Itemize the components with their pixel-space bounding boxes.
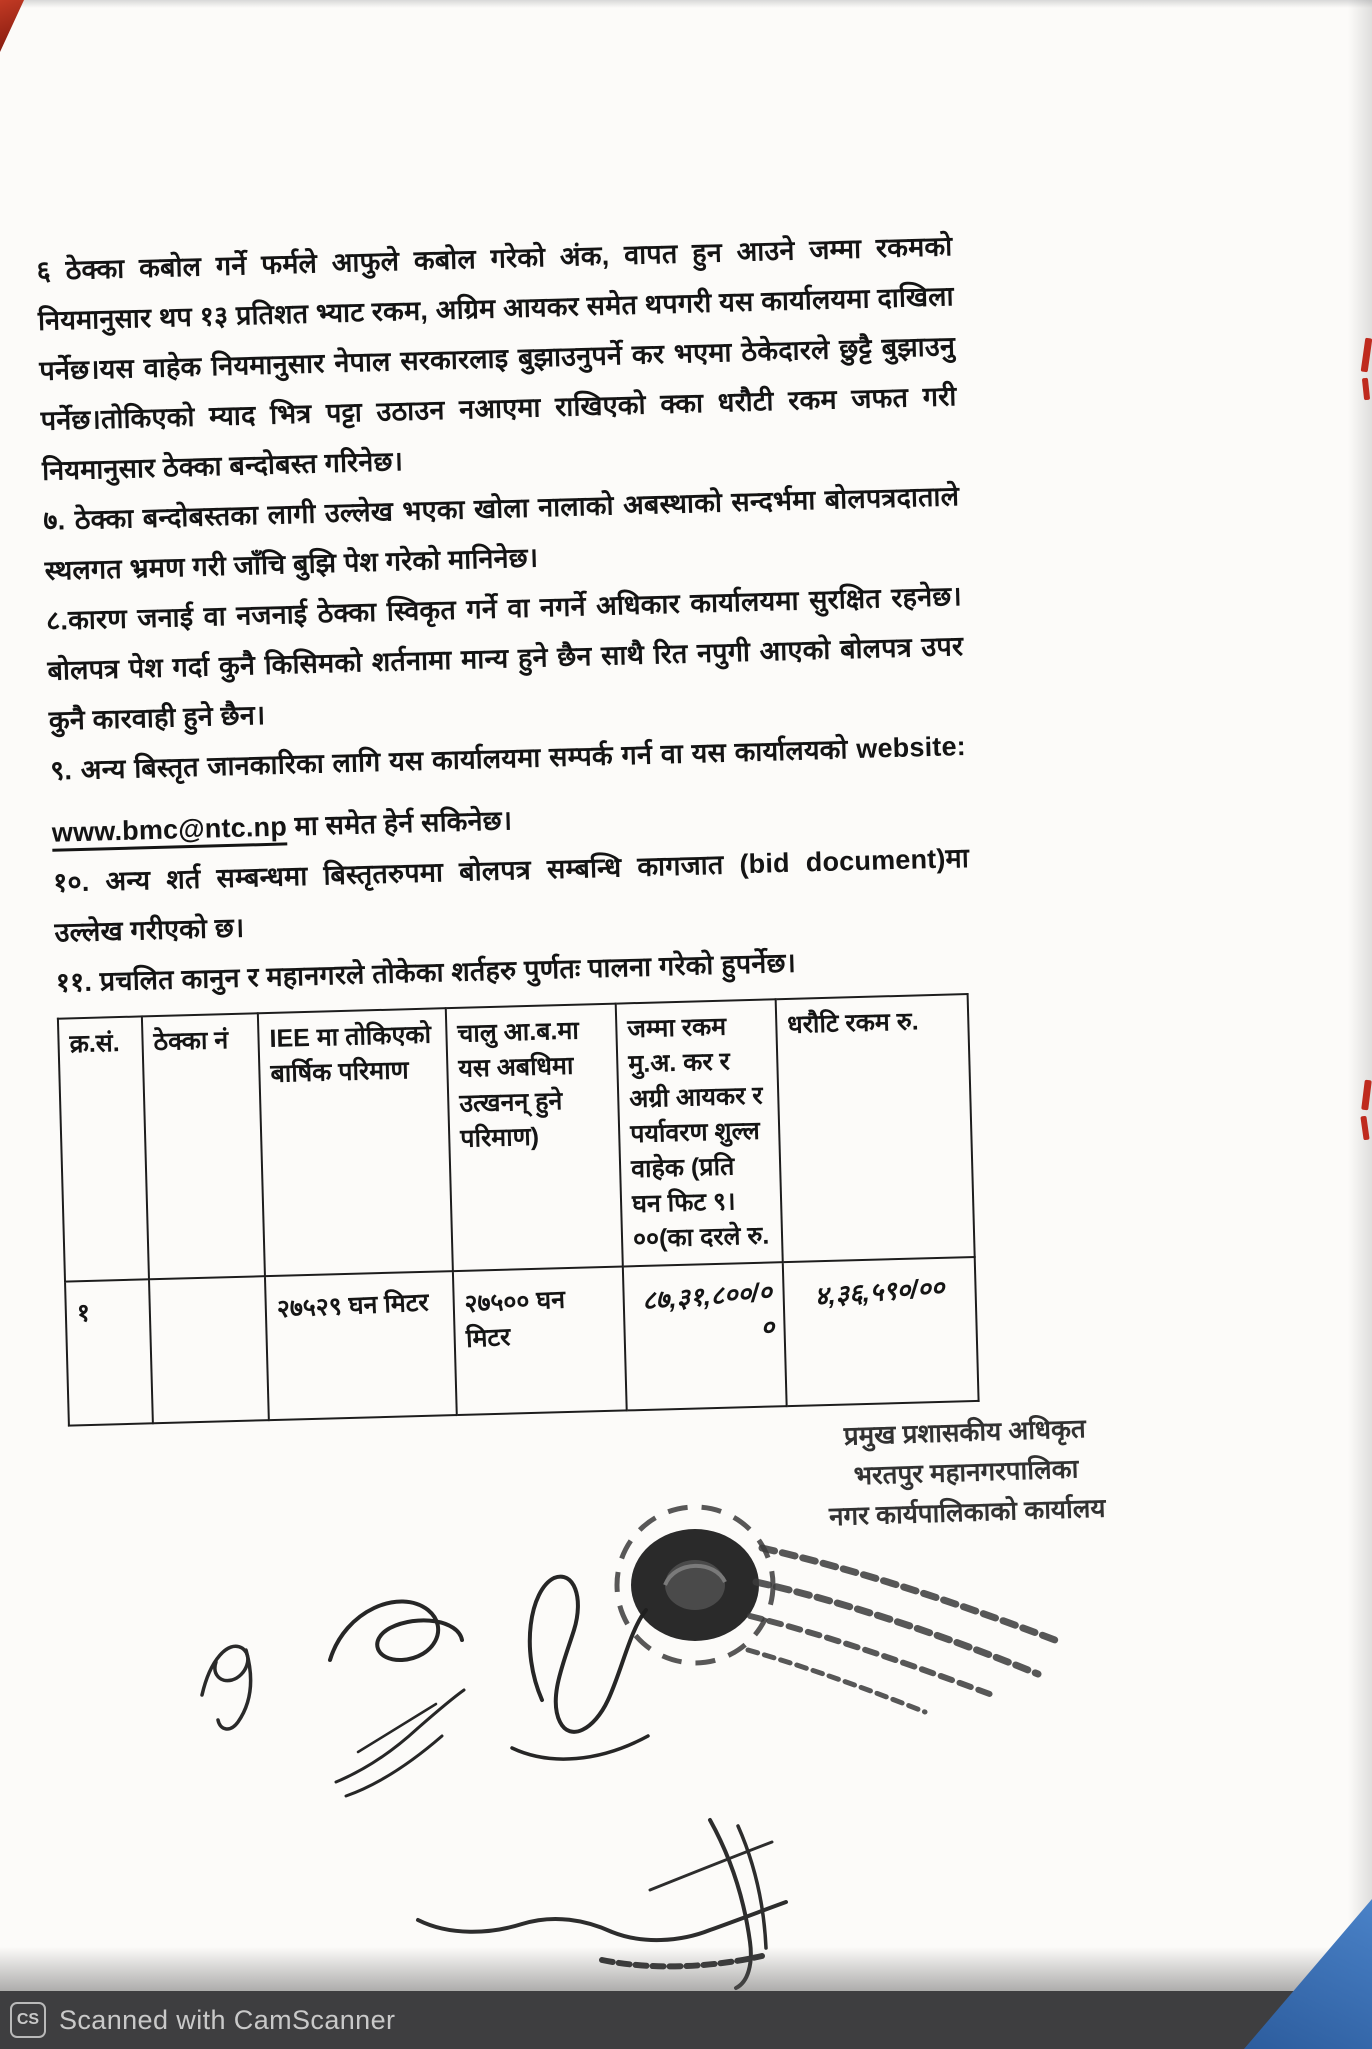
serial-value: १ xyxy=(76,1298,91,1328)
table-header-contract: ठेक्का नं xyxy=(142,1013,265,1279)
table-row xyxy=(65,1257,979,1426)
camscanner-watermark-label: Scanned with CamScanner xyxy=(59,2004,396,2035)
stamp-text-scribbles xyxy=(748,1548,1055,1712)
clause-6 xyxy=(36,221,958,496)
clause-6-text: ६ ठेक्का कबोल गर्ने फर्मले आफुले कबोल गरेको अंक, वापत हुन आउने जम्मा रकमको नियमानुसार थप १३ प्रतिशत भ्याट रकम, अग्रिम आयकर समेत थपगरी यस कार्यालयमा दाखिला पर्नेछ।यस वाहेक नियमानुसार नेपाल सरकारलाइ बुझाउनुपर्ने कर भएमा ठेकेदारले छुट्टै बुझाउनु पर्नेछ।तोकिएको म्याद भित्र पट्टा उठाउन नआएमा राखिएको क्का धरौटी रकम जफत गरी नियमानुसार ठेक्का बन्दोबस्त गरिनेछ। xyxy=(36,231,957,486)
table-header-iee: IEE मा तोकिएको बार्षिक परिमाण xyxy=(258,1008,453,1276)
clause-7-text: ७. ठेक्का बन्दोबस्तका लागी उल्लेख भएका खोला नालाको अबस्थाको सन्दर्भमा बोलपत्रदाताले स्थलगत भ्रमण गरी जाँचि बुझि पेश गरेको मानिनेछ। xyxy=(43,481,960,586)
signatory-title: प्रमुख प्रशासकीय अधिकृत xyxy=(843,1413,1087,1451)
total-amount-value: ८७,३१,८००/०० xyxy=(641,1276,776,1343)
clause-8-text: ८.कारण जनाई वा नजनाई ठेक्का स्विकृत गर्ने वा नगर्ने अधिकार कार्यालयमा सुरक्षित रहनेछ।बोलपत्र पेश गर्दा कुनै किसिमको शर्तनामा मान्य हुने छैन साथै रित नपुगी आएको बोलपत्र उपर कुनै कारवाही हुने छैन। xyxy=(45,581,964,736)
table-header-current: चालु आ.ब.मा यस अबधिमा उत्खनन् हुने परिमाण) xyxy=(446,1004,623,1272)
scan-top-edge-shadow xyxy=(0,0,1372,8)
cell-total-amount xyxy=(623,1262,787,1410)
iee-qty-value: २७५२९ घन मिटर xyxy=(276,1288,430,1324)
signatory-office: भरतपुर महानगरपालिका xyxy=(853,1453,1079,1491)
cell-contract xyxy=(149,1276,269,1423)
camscanner-footer-bar xyxy=(0,1991,1372,2049)
signatory-org: नगर कार्यपालिकाको कार्यालय xyxy=(828,1492,1106,1532)
signature-3 xyxy=(512,1577,648,1759)
scan-bottom-shadow xyxy=(0,1947,1372,1991)
table-header-serial: क्र.सं. xyxy=(58,1016,149,1281)
scan-right-edge-shadow xyxy=(1348,0,1372,2049)
cell-current-qty xyxy=(453,1267,627,1416)
camscanner-icon: CS xyxy=(10,2002,46,2038)
signature-1 xyxy=(202,1646,251,1729)
clause-9-text: ९. अन्य बिस्तृत जानकारिका लागि यस कार्यालयमा सम्पर्क गर्न वा यस कार्यालयको website: xyxy=(49,731,967,786)
signatures-and-stamp xyxy=(150,1490,1130,2010)
cell-iee-qty xyxy=(265,1271,457,1420)
table-header-deposit: धरौटि रकम रु. xyxy=(776,994,975,1262)
clause-8 xyxy=(45,571,965,746)
cell-serial xyxy=(65,1279,153,1425)
document-body xyxy=(36,221,984,1426)
table-header-total: जम्मा रकम मु.अ. कर र अग्री आयकर र पर्यावरण शुल्ल वाहेक (प्रति घन फिट ९।००(का दरले रु. xyxy=(616,999,783,1266)
clause-10-text: १०. अन्य शर्त सम्बन्धमा बिस्तृतरुपमा बोलपत्र सम्बन्धि कागजात (bid document)मा उल्लेख गरीएको छ। xyxy=(52,842,970,948)
red-corner-artifact xyxy=(0,0,24,52)
clause-11-text: ११. प्रचलित कानुन र महानगरले तोकेका शर्तहरु पुर्णतः पालना गरेको हुपर्नेछ। xyxy=(55,947,797,998)
deposit-amount-value: ४,३६,५९०/०० xyxy=(813,1272,946,1312)
clause-9-tail: मा समेत हेर्न सकिनेछ। xyxy=(286,805,513,842)
table-header-row xyxy=(58,994,975,1282)
current-qty-value: २७५०० घन मिटर xyxy=(463,1285,566,1354)
website-link: www.bmc@ntc.np xyxy=(51,811,287,851)
bid-quantity-table xyxy=(57,993,980,1427)
signature-2 xyxy=(330,1601,464,1796)
cell-deposit-amount xyxy=(783,1257,979,1406)
official-stamp xyxy=(617,1507,773,1663)
